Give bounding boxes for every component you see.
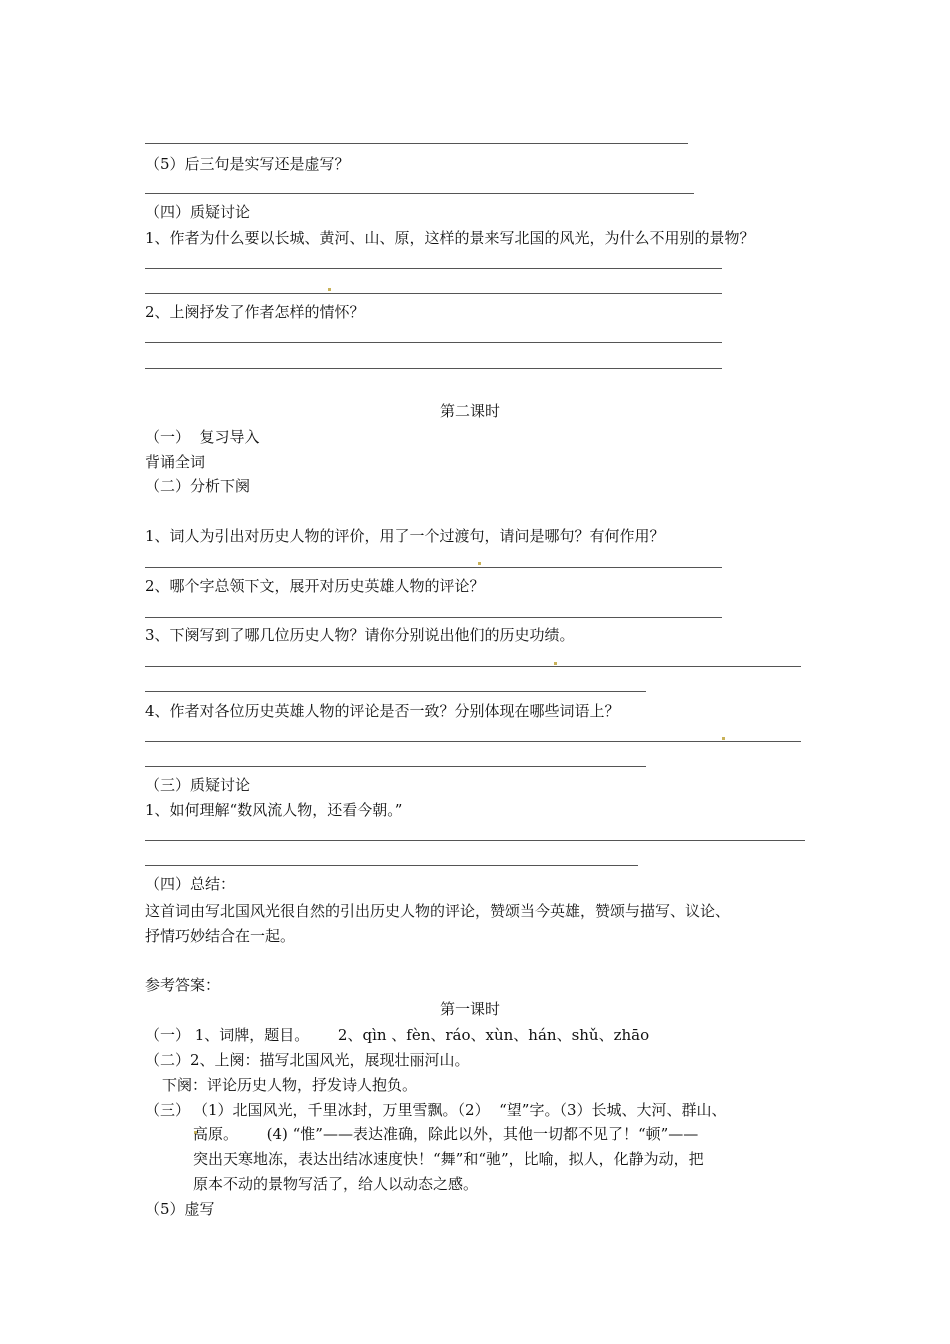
answers-lesson1-title: 第一课时 [440,1000,501,1018]
answer-2: （二）2、上阕：描写北国风光，展现壮丽河山。 [145,1051,470,1069]
answer-line [145,691,646,692]
lesson2-title: 第二课时 [440,402,501,420]
scan-speck [478,562,481,565]
lesson2-question-4: 4、作者对各位历史英雄人物的评论是否一致？分别体现在哪些词语上？ [145,702,620,720]
answer-line [145,666,801,667]
answer-2b: 下阕：评论历史人物，抒发诗人抱负。 [162,1076,418,1094]
answer-line [145,865,638,866]
answer-line [145,741,801,742]
scan-speck [722,737,725,740]
analyze-heading: （二）分析下阕 [145,477,251,495]
answer-line [145,268,722,269]
summary-line-2: 抒情巧妙结合在一起。 [145,927,296,945]
answer-3-label: （三） [145,1101,191,1119]
lesson2-question-3: 3、下阕写到了哪几位历史人物？请你分别说出他们的历史功绩。 [145,626,575,644]
answer-line [145,368,722,369]
review-heading: （一） 复习导入 [145,428,260,446]
answer-line [145,342,722,343]
discussion-question-2: 2、上阕抒发了作者怎样的情怀？ [145,303,365,321]
lesson2-discussion-heading: （三）质疑讨论 [145,776,251,794]
answers-heading: 参考答案： [145,976,221,994]
lesson2-question-1: 1、词人为引出对历史人物的评价，用了一个过渡句，请问是哪句？有何作用？ [145,527,665,545]
answer-line [145,840,805,841]
answer-3-line-4: 原本不动的景物写活了，给人以动态之感。 [193,1175,479,1193]
answer-line [145,617,722,618]
lesson2-discussion-question-1: 1、如何理解“数风流人物，还看今朝。” [145,801,403,819]
answer-5: （5）虚写 [145,1200,215,1218]
answer-3-line-1: （1）北国风光，千里冰封，万里雪飘。（2） “望”字。（3）长城、大河、群山、 [193,1101,727,1119]
answer-3-line-2: 高原。 (4) “惟”——表达准确，除此以外，其他一切都不见了！“顿”—— [193,1125,699,1143]
summary-heading: （四）总结： [145,875,236,893]
answer-line [145,766,646,767]
answer-1: （一） 1、词牌，题目。 2、qìn 、fèn、ráo、xùn、hán、shǔ、zhāo [145,1026,650,1044]
discussion-heading: （四）质疑讨论 [145,203,251,221]
summary-line-1: 这首词由写北国风光很自然的引出历史人物的评论，赞颂当今英雄，赞颂与描写、议论、 [145,902,731,920]
answer-3-line-3: 突出天寒地冻，表达出结冰速度快！“舞”和“驰”，比喻，拟人，化静为动，把 [193,1150,704,1168]
lesson2-question-2: 2、哪个字总领下文，展开对历史英雄人物的评论？ [145,577,485,595]
scan-speck [328,288,331,291]
answer-line [145,293,722,294]
answer-line [145,193,694,194]
question-5: （5）后三句是实写还是虚写？ [145,155,350,173]
discussion-question-1: 1、作者为什么要以长城、黄河、山、原，这样的景来写北国的风光，为什么不用别的景物？ [145,229,755,247]
scan-speck [554,662,557,665]
answer-line [145,567,722,568]
answer-line [145,143,688,144]
recite-text: 背诵全词 [145,453,206,471]
